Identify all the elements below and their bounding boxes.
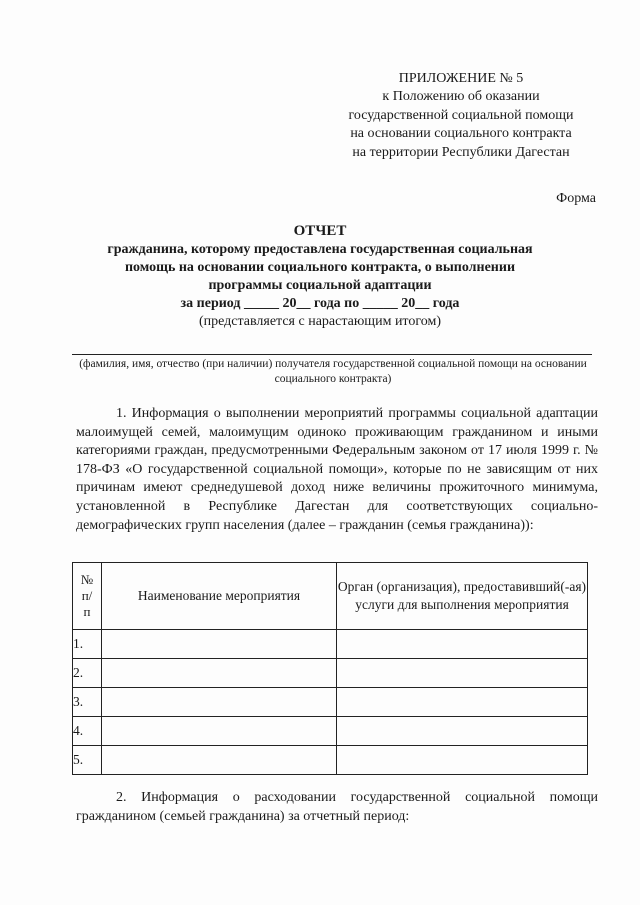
row-number: 1. <box>73 630 102 659</box>
table-row <box>73 746 588 775</box>
table-row <box>73 717 588 746</box>
report-title: ОТЧЕТ <box>293 223 347 239</box>
report-subtitle-line: гражданина, которому предоставлена государственная социальная <box>107 242 533 257</box>
report-title-block <box>60 222 580 331</box>
event-name-cell <box>102 630 337 659</box>
form-label: Форма <box>556 191 596 206</box>
annex-line: на территории Республики Дагестан <box>352 144 570 160</box>
report-subtitle-line: помощь на основании социального контракта, о выполнении <box>124 260 516 275</box>
paragraph-2: 2. Информация о расходовании государственной социальной помощи гражданином (семьей гражданина) за отчетный период: <box>76 790 598 824</box>
table-row <box>73 630 588 659</box>
event-name-cell <box>102 659 337 688</box>
annex-header <box>330 70 592 162</box>
name-field-caption: (фамилия, имя, отчество (при наличии) получателя государственной социальной помощи на основании социального контракта) <box>79 358 587 385</box>
organization-cell <box>337 630 588 659</box>
row-number: 5. <box>73 746 102 775</box>
organization-cell <box>337 746 588 775</box>
annex-line: государственной социальной помощи <box>348 107 574 123</box>
column-header-number: № п/ п <box>73 563 102 630</box>
table-row <box>73 659 588 688</box>
report-note: (представляется с нарастающим итогом) <box>198 314 442 329</box>
event-name-cell <box>102 746 337 775</box>
organization-cell <box>337 717 588 746</box>
column-header-organization: Орган (организация), предоставивший(-ая) услуги для выполнения мероприятия <box>337 563 588 630</box>
row-number: 4. <box>73 717 102 746</box>
row-number: 3. <box>73 688 102 717</box>
report-period: за период _____ 20__ года по _____ 20__ года <box>180 296 460 311</box>
row-number: 2. <box>73 659 102 688</box>
annex-line: к Положению об оказании <box>382 89 540 105</box>
table-row <box>73 688 588 717</box>
column-header-event-name: Наименование мероприятия <box>102 563 337 630</box>
events-table <box>72 562 588 775</box>
annex-line: на основании социального контракта <box>350 126 572 142</box>
name-fill-line <box>72 354 592 355</box>
organization-cell <box>337 688 588 717</box>
organization-cell <box>337 659 588 688</box>
event-name-cell <box>102 688 337 717</box>
event-name-cell <box>102 717 337 746</box>
annex-number: ПРИЛОЖЕНИЕ № 5 <box>398 71 524 86</box>
table-header-row <box>73 563 588 630</box>
paragraph-1: 1. Информация о выполнении мероприятий программы социальной адаптации малоимущей семей, малоимущим одиноко проживающим гражданином и иными категориями граждан, предусмотренными Федеральным законом от 17 июля 1999 г. № 178-ФЗ «О государственной социальной помощи», которые по не зависящим от них причинам имеют среднедушевой доход ниже величины прожиточного минимума, установленной в Республике Дагестан для соответствующих социально-демографических групп населения (далее – гражданин (семья гражданина)): <box>76 406 598 533</box>
report-subtitle-line: программы социальной адаптации <box>208 278 432 293</box>
